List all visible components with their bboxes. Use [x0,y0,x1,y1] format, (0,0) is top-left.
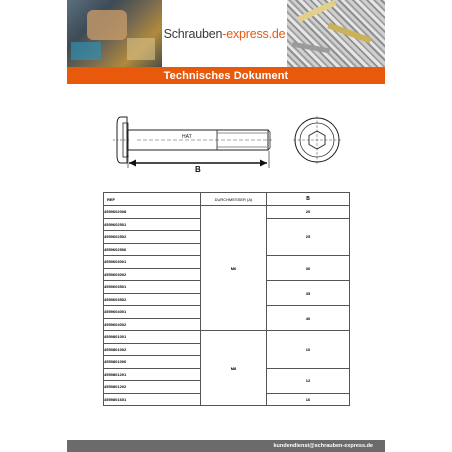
head-label: HAT [182,134,192,140]
workbench-photo [67,0,162,67]
b-cell: 25 [267,218,350,256]
b-cell: 30 [267,256,350,281]
ref-cell: 4559602501 [104,218,201,231]
ref-cell: 4559604001 [104,306,201,319]
title-bar [67,67,385,84]
ref-cell: 4559801201 [104,368,201,381]
ref-cell: 4559801006 [104,356,201,369]
ref-cell: 4559602502 [104,231,201,244]
b-cell: 40 [267,306,350,331]
table-header-row [104,193,350,206]
screws-photo [287,0,385,67]
ref-cell: 4559801001 [104,331,201,344]
header-ref: REF [104,193,201,206]
header-banner [67,0,385,67]
diameter-cell: M6 [201,206,267,331]
ref-cell: 4559602008 [104,206,201,219]
ref-cell: 4559604002 [104,318,201,331]
brand-name: Schrauben [163,26,223,41]
ref-cell: 4559801601 [104,393,201,406]
brand-domain: -express.de [222,26,286,41]
ref-cell: 4559603501 [104,281,201,294]
document-page [67,0,385,452]
ref-cell: 4559603502 [104,293,201,306]
spec-table [103,192,350,406]
ref-cell: 4559801202 [104,381,201,394]
table-row [104,206,350,219]
ref-cell: 4559801002 [104,343,201,356]
b-cell: 10 [267,331,350,369]
b-cell: 20 [267,206,350,219]
screw-drawing [67,105,385,175]
footer-bar [67,440,385,452]
b-cell: 35 [267,281,350,306]
b-cell: 12 [267,368,350,393]
b-cell: 16 [267,393,350,406]
table-row [104,331,350,344]
brand-logo [162,0,287,67]
dimension-label: B [195,165,201,174]
ref-cell: 4559602506 [104,243,201,256]
footer-email[interactable]: kundendienst@schrauben-express.de [273,443,373,449]
ref-cell: 4559603001 [104,256,201,269]
ref-cell: 4559603002 [104,268,201,281]
header-diameter: DURCHMESSER (A) [201,193,267,206]
header-b: B [267,193,350,206]
page-title: Technisches Dokument [163,69,289,82]
diameter-cell: M8 [201,331,267,406]
